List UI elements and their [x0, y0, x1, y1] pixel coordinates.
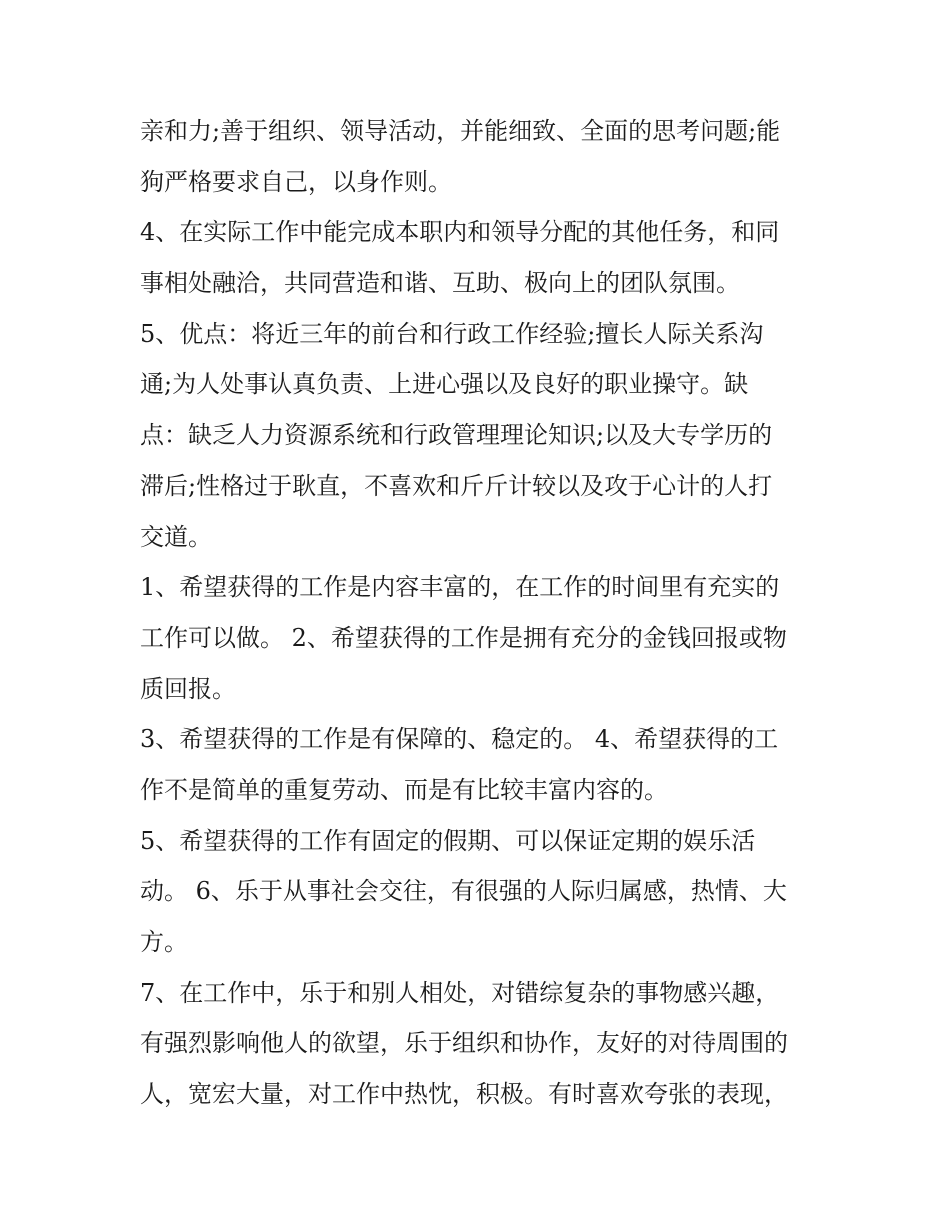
text-line: 7、在工作中，乐于和别人相处，对错综复杂的事物感兴趣，: [140, 978, 780, 1007]
text-line: 滞后;性格过于耿直，不喜欢和斤斤计较以及攻于心计的人打: [140, 471, 773, 500]
text-line: 作不是简单的重复劳动、而是有比较丰富内容的。: [140, 775, 668, 804]
text-line: 质回报。: [140, 674, 236, 703]
text-line: 方。: [140, 928, 188, 956]
text-line: 4、在实际工作中能完成本职内和领导分配的其他任务，和同: [140, 218, 780, 247]
text-line: 有强烈影响他人的欲望，乐于组织和协作，友好的对待周围的: [140, 1029, 788, 1058]
text-line: 5、希望获得的工作有固定的假期、可以保证定期的娱乐活: [140, 826, 756, 855]
text-line: 工作可以做。 2、希望获得的工作是拥有充分的金钱回报或物: [140, 623, 787, 652]
text-line: 点：缺乏人力资源系统和行政管理理论知识;以及大专学历的: [140, 421, 773, 450]
document-body: [140, 106, 830, 1120]
text-line: 通;为人处事认真负责、上进心强以及良好的职业操守。缺: [140, 370, 749, 399]
text-line: 1、希望获得的工作是内容丰富的，在工作的时间里有充实的: [140, 573, 780, 602]
text-line: 事相处融洽，共同营造和谐、互助、极向上的团队氛围。: [140, 269, 740, 298]
text-line: 交道。: [140, 522, 212, 551]
text-line: 亲和力;善于组织、领导活动，并能细致、全面的思考问题;能: [140, 117, 781, 145]
text-line: 动。 6、乐于从事社会交往，有很强的人际归属感，热情、大: [140, 877, 787, 906]
text-line: 5、优点：将近三年的前台和行政工作经验;擅长人际关系沟: [140, 319, 764, 348]
text-line: 狗严格要求自己，以身作则。: [140, 167, 452, 196]
text-line: 3、希望获得的工作是有保障的、稳定的。 4、希望获得的工: [140, 725, 779, 754]
text-line: 人，宽宏大量，对工作中热忱，积极。有时喜欢夸张的表现，: [140, 1080, 788, 1109]
